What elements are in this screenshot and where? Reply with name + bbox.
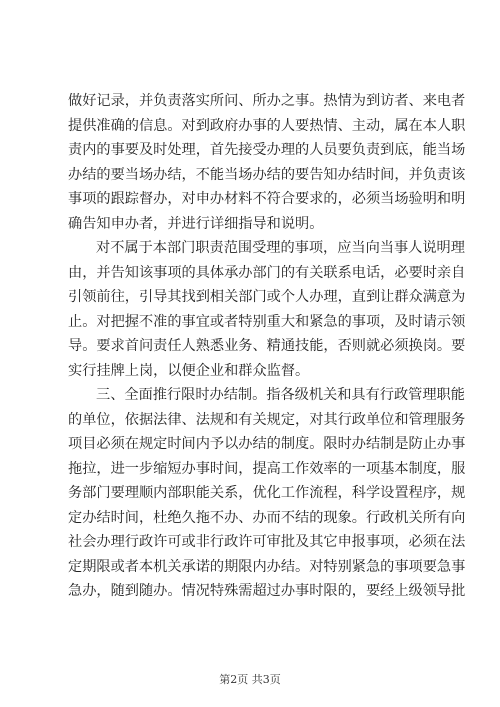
text-line: 务部门要理顺内部职能关系，优化工作流程，科学设置程序，规 xyxy=(68,485,466,501)
text-line: 止。对把握不准的事宜或者特别重大和紧急的事项，及时请示领 xyxy=(68,313,466,330)
text-line: 责内的事要及时处理，首先接受办理的人员要负责到底，能当场 xyxy=(68,142,466,158)
text-line: 引领前往，引导其找到相关部门或个人办理，直到让群众满意为 xyxy=(68,289,466,305)
paragraph-1 xyxy=(68,89,466,236)
text-line: 社会办理行政许可或非行政许可审批及其它申报事项，必须在法 xyxy=(68,534,466,550)
text-line: 的单位，依据法律、法规和有关规定，对其行政单位和管理服务 xyxy=(68,411,466,428)
text-line: 导。要求首问责任人熟悉业务、精通技能，否则就必须换岗。要 xyxy=(68,338,466,354)
text-line: 做好记录，并负责落实所问、所办之事。热情为到访者、来电者 xyxy=(68,93,466,109)
text-line: 实行挂牌上岗，以便企业和群众监督。 xyxy=(68,362,310,379)
paragraph-3 xyxy=(68,383,466,604)
text-line: 确告知申办者，并进行详细指导和说明。 xyxy=(68,215,324,232)
text-line-indented: 对不属于本部门职责范围受理的事项，应当向当事人说明理 xyxy=(96,240,465,256)
text-line-indented: 三、全面推行限时办结制。指各级机关和具有行政管理职能 xyxy=(96,387,465,403)
body-text xyxy=(68,89,466,604)
page-footer xyxy=(0,671,500,687)
text-line: 提供准确的信息。对到政府办事的人要热情、主动，属在本人职 xyxy=(68,117,466,134)
paragraph-2 xyxy=(68,236,466,383)
text-line: 拖拉，进一步缩短办事时间，提高工作效率的一项基本制度，服 xyxy=(68,460,466,477)
text-line: 定期限或者本机关承诺的期限内办结。对特别紧急的事项要急事 xyxy=(68,558,466,575)
text-line: 事项的跟踪督办，对申办材料不符合要求的，必须当场验明和明 xyxy=(68,191,466,207)
text-line: 办结的要当场办结，不能当场办结的要告知办结时间，并负责该 xyxy=(68,166,466,183)
text-line: 由，并告知该事项的具体承办部门的有关联系电话，必要时亲自 xyxy=(68,264,466,281)
page-number-label: 第2页 共3页 xyxy=(219,673,281,686)
text-line: 急办，随到随办。情况特殊需超过办事时限的，要经上级领导批 xyxy=(68,583,466,599)
text-line: 项目必须在规定时间内予以办结的制度。限时办结制是防止办事 xyxy=(68,436,466,452)
text-line: 定办结时间，杜绝久拖不办、办而不结的现象。行政机关所有向 xyxy=(68,509,466,526)
